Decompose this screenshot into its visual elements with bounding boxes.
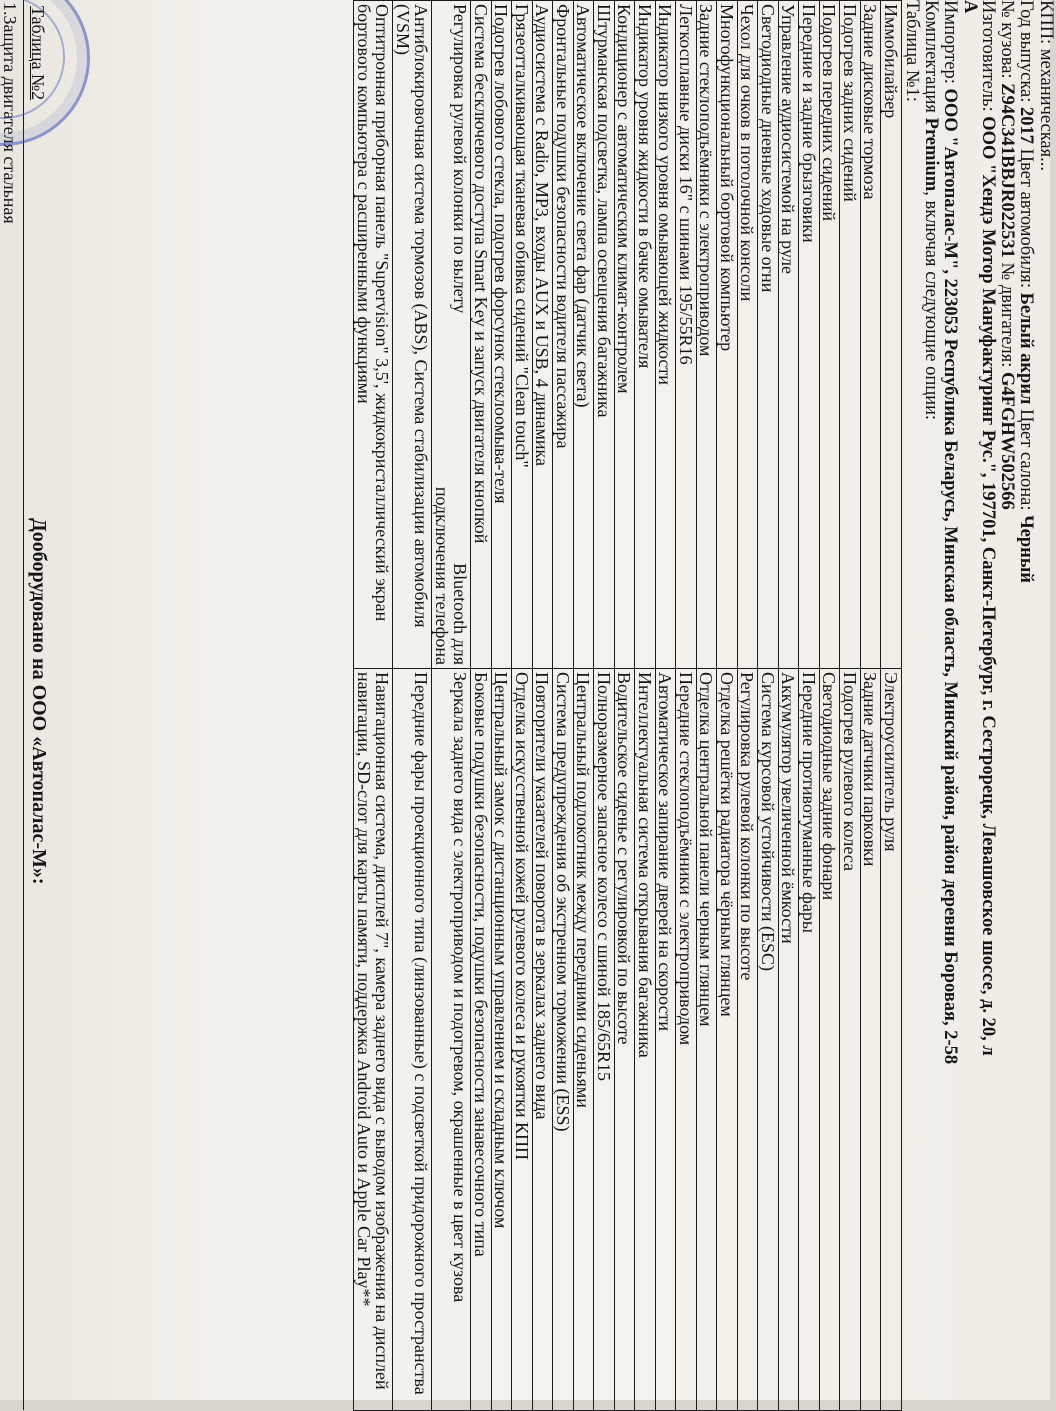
option-cell-right: Зеркала заднего вида с электроприводом и подогревом, окрашенные в цвет кузова — [432, 669, 471, 1411]
option-cell-left: Штурманская подсветка, лампа освещения багажника — [594, 1, 615, 669]
option-cell-left: Подогрев передних сидений — [820, 1, 841, 669]
table-row — [471, 1, 492, 1411]
header-line-year: Год выпуска: 2017 Цвет автомобиля: Белый акрил Цвет салона: Черный — [1016, 0, 1036, 583]
option-cell-left: Аудиосистема с Radio, MP3, входы AUX и USB, 4 динамика — [533, 1, 554, 669]
table-row — [861, 1, 882, 1411]
year-value: 2017 — [1016, 107, 1036, 145]
option-cell-right: Центральный подлокотник между передними сиденьями — [574, 669, 595, 1411]
option-cell-left — [432, 1, 471, 669]
option-cell-left: Многофункциональный бортовой компьютер — [717, 1, 738, 669]
importer-value: ООО "Автопалас-М", 223053 Республика Беларусь, Минская область, Минский район, район деревни Боровая, 2-58 — [940, 88, 960, 1065]
option-cell-left: Иммобилайзер — [881, 1, 902, 669]
table-row — [697, 1, 718, 1411]
stamp-icon — [0, 0, 90, 146]
table-row — [553, 1, 574, 1411]
option-cell-left: Индикатор низкого уровня омывающей жидкости — [656, 1, 677, 669]
header-line-importer: Импортер: ООО "Автопалас-М", 223053 Республика Беларусь, Минская область, Минский район, район деревни Боровая, 2-58 — [940, 0, 960, 1065]
table-row — [635, 1, 656, 1411]
option-cell-right: Интеллектуальная система открывания багажника — [635, 669, 656, 1411]
table-row — [512, 1, 533, 1411]
header-line-package: Комплектация Premium, включая следующие опции: — [921, 0, 941, 421]
option-text: Bluetooth для подключения телефона — [432, 486, 471, 665]
option-cell-right: Отделка решётки радиатора чёрным глянцем — [717, 669, 738, 1411]
table2-caption: Таблица №2 — [28, 6, 48, 101]
option-cell-left: Задние стеклоподъёмники с электроприводом — [697, 1, 718, 669]
option-cell-left: Подогрев задних сидений — [840, 1, 861, 669]
color-value: Белый акрил — [1016, 292, 1036, 405]
header-line-continuation: А — [960, 0, 980, 14]
option-cell-left: Задние дисковые тормоза — [861, 1, 882, 669]
option-cell-left: Светодиодные дневные ходовые огни — [758, 1, 779, 669]
option-cell-left: Передние и задние брызговики — [799, 1, 820, 669]
option-cell-right: Отделка искусственной кожей рулевого колеса и рукоятки КПП — [512, 669, 533, 1411]
option-cell-left: Кондиционер с автоматическим климат-контролем — [615, 1, 636, 669]
table-row — [676, 1, 697, 1411]
option-cell-left: Система бесключевого доступа Smart Key и запуск двигателя кнопкой — [471, 1, 492, 669]
manufacturer-value: ООО "Хендэ Мотор Мануфактуринг Рус.", 197701, Санкт-Петербург, г. Сестрорецк, Левашовское шоссе, д. 20, л — [978, 116, 998, 1056]
option-cell-left: Оптитронная приборная панель "Supervision" 3,5', жидкокристаллический экран бортового компьютера с расширенными функциями — [354, 1, 393, 669]
option-cell-left: Антиблокировочная система тормозов (ABS), Система стабилизации автомобиля (VSM) — [393, 1, 432, 669]
option-cell-right: Автоматическое запирание дверей на скорости — [656, 669, 677, 1411]
option-cell-right: Навигационная система, дисплей 7", камера заднего вида с выводом изображения на дисплей навигации, SD-слот для карты памяти, поддержка Android Auto и Apple Car Play** — [354, 669, 393, 1411]
table-row — [820, 1, 841, 1411]
header-line-transmission: КПП: механическая... — [1036, 0, 1056, 172]
table-row — [779, 1, 800, 1411]
option-cell-left: Подогрев лобового стекла, подогрев форсунок стеклоомыва-теля — [492, 1, 513, 669]
option-cell-right: Подогрев рулевого колеса — [840, 669, 861, 1411]
table-row — [758, 1, 779, 1411]
table-row — [656, 1, 677, 1411]
option-cell-left: Грязеотталкивающая тканевая обивка сидений "Clean touch" — [512, 1, 533, 669]
option-cell-right: Регулировка рулевой колонки по высоте — [738, 669, 759, 1411]
interior-value: Черный — [1016, 515, 1036, 583]
table-row — [354, 1, 393, 1411]
option-cell-right: Светодиодные задние фонари — [820, 669, 841, 1411]
option-cell-right: Задние датчики парковки — [861, 669, 882, 1411]
table-row — [840, 1, 861, 1411]
table-row — [738, 1, 759, 1411]
table-row — [615, 1, 636, 1411]
table-row — [881, 1, 902, 1411]
table-row — [432, 1, 471, 1411]
option-cell-right: Электроусилитель руля — [881, 669, 902, 1411]
option-cell-right: Повторители указателей поворота в зеркалах заднего вида — [533, 669, 554, 1411]
table-row — [492, 1, 513, 1411]
table-row — [717, 1, 738, 1411]
table-row — [533, 1, 554, 1411]
option-cell-right: Отделка центральной панели черным глянцем — [697, 669, 718, 1411]
option-cell-right: Аккумулятор увеличенной ёмкости — [779, 669, 800, 1411]
option-text: Регулировка рулевой колонки по вылету — [450, 4, 471, 314]
table-row — [574, 1, 595, 1411]
engine-value: G4FGHW502566 — [997, 372, 1017, 510]
option-cell-right: Система курсовой устойчивости (ESC) — [758, 669, 779, 1411]
option-cell-right: Полноразмерное запасное колесо с шиной 185/65R15 — [594, 669, 615, 1411]
option-cell-right: Передние противотуманные фары — [799, 669, 820, 1411]
option-cell-right: Центральный замок с дистанционным управлением и складным ключом — [492, 669, 513, 1411]
option-cell-right: Водительское сиденье с регулировкой по высоте — [615, 669, 636, 1411]
header-line-vin: № кузова: Z94C341BBJR022531 № двигателя: G4FGHW502566 — [997, 0, 1017, 510]
option-cell-left: Автоматическое включение света фар (датчик света) — [574, 1, 595, 669]
option-cell-right: Боковые подушки безопасности, подушки безопасности занавесочного типа — [471, 669, 492, 1411]
option-cell-left: Легкосплавные диски 16" с шинами 195/55R16 — [676, 1, 697, 669]
table2-row: 1.Защита двигателя стальная — [0, 2, 20, 224]
option-cell-left: Индикатор уровня жидкости в бачке омывателя — [635, 1, 656, 669]
header-line-manufacturer: Изготовитель: ООО "Хендэ Мотор Мануфактуринг Рус.", 197701, Санкт-Петербург, г. Сестрорецк, Левашовское шоссе, д. 20, л — [978, 0, 998, 1056]
option-cell-right: Система предупреждения об экстренном торможении (ESS) — [553, 669, 574, 1411]
table1-caption: Таблица №1: — [902, 0, 922, 102]
option-cell-left: Чехол для очков в потолочной консоли — [738, 1, 759, 669]
table-row — [594, 1, 615, 1411]
table-row — [393, 1, 432, 1411]
options-table — [354, 0, 903, 1411]
option-cell-left: Фронтальные подушки безопасности водителя пассажира — [553, 1, 574, 669]
vin-value: Z94C341BBJR022531 — [997, 83, 1017, 258]
option-cell-right: Передние фары проекционного типа (линзованные) с подсветкой придорожного пространства — [393, 669, 432, 1411]
option-cell-right: Передние стеклоподъёмники с электроприводом — [676, 669, 697, 1411]
table-row — [799, 1, 820, 1411]
additional-equipment-title: Дооборудовано на ООО «Автопалас-М»: — [28, 518, 50, 885]
option-cell-left: Управление аудиосистемой на руле — [779, 1, 800, 669]
package-value: Premium — [921, 117, 941, 192]
